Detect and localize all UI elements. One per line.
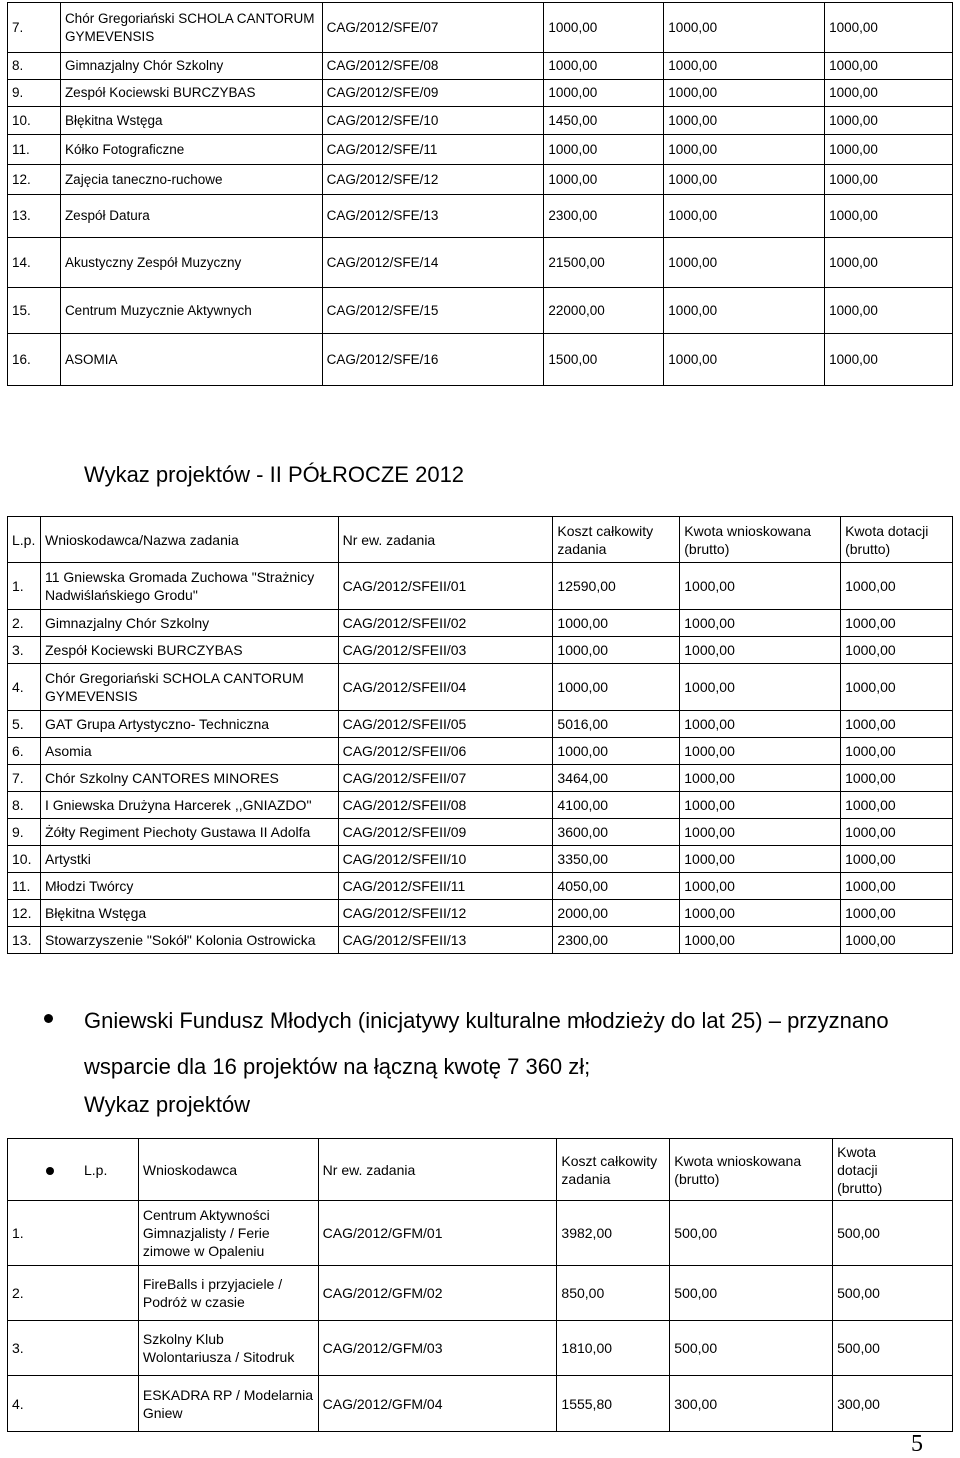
cell-dotacja: 1000,00 (825, 135, 953, 165)
fund-paragraph: Gniewski Fundusz Młodych (inicjatywy kulturalne młodzieży do lat 25) – przyznano wsparcie dla 16 projektów na łączną kwotę 7 360 zł; (84, 1008, 889, 1079)
cell-nr: CAG/2012/SFEII/01 (338, 563, 553, 610)
table-row (8, 563, 953, 610)
cell-dotacja: 1000,00 (841, 792, 953, 819)
cell-koszt: 1555,80 (557, 1376, 670, 1432)
cell-koszt: 1000,00 (553, 738, 680, 765)
cell-wnioskowana: 1000,00 (680, 792, 841, 819)
cell-name: Asomia (40, 738, 338, 765)
cell-lp: 2. (8, 1266, 139, 1321)
cell-nr: CAG/2012/SFEII/07 (338, 765, 553, 792)
cell-dotacja: 1000,00 (841, 927, 953, 954)
projects-table-h2-2012 (7, 516, 953, 954)
table-row (8, 711, 953, 738)
cell-name: Stowarzyszenie "Sokół" Kolonia Ostrowicka (40, 927, 338, 954)
cell-nr: CAG/2012/SFEII/12 (338, 900, 553, 927)
table-row (8, 107, 953, 135)
cell-koszt: 5016,00 (553, 711, 680, 738)
table-row (8, 900, 953, 927)
projects-table-h2-2012-body (8, 563, 953, 954)
cell-wnioskowana: 1000,00 (680, 819, 841, 846)
cell-wnioskowana: 1000,00 (664, 135, 825, 165)
cell-name: Zespół Kociewski BURCZYBAS (40, 637, 338, 664)
projects-table-gfm (7, 1138, 953, 1432)
cell-koszt: 1000,00 (553, 637, 680, 664)
cell-dotacja: 1000,00 (825, 238, 953, 288)
cell-lp: 12. (8, 165, 61, 195)
cell-dotacja: 1000,00 (825, 80, 953, 107)
cell-nr: CAG/2012/SFE/12 (322, 165, 544, 195)
cell-nr: CAG/2012/SFEII/13 (338, 927, 553, 954)
table-row (8, 334, 953, 386)
cell-dotacja: 1000,00 (841, 664, 953, 711)
cell-dotacja: 1000,00 (841, 846, 953, 873)
projects-table-part1 (7, 2, 953, 386)
cell-name: 11 Gniewska Gromada Zuchowa "Strażnicy Nadwiślańskiego Grodu" (40, 563, 338, 610)
cell-nr: CAG/2012/SFEII/09 (338, 819, 553, 846)
cell-nr: CAG/2012/SFE/14 (322, 238, 544, 288)
cell-koszt: 1810,00 (557, 1321, 670, 1376)
cell-wnioskowana: 1000,00 (664, 238, 825, 288)
cell-name: GAT Grupa Artystyczno- Techniczna (40, 711, 338, 738)
cell-nr: CAG/2012/GFM/01 (318, 1201, 557, 1266)
cell-koszt: 4100,00 (553, 792, 680, 819)
cell-lp: 13. (8, 927, 41, 954)
cell-name: Błękitna Wstęga (40, 900, 338, 927)
cell-nr: CAG/2012/GFM/03 (318, 1321, 557, 1376)
bullet-icon (44, 1014, 53, 1023)
cell-dotacja: 1000,00 (841, 610, 953, 637)
cell-koszt: 22000,00 (544, 288, 664, 334)
cell-dotacja: 1000,00 (841, 738, 953, 765)
cell-nr: CAG/2012/SFE/16 (322, 334, 544, 386)
cell-name: Centrum Muzycznie Aktywnych (60, 288, 322, 334)
table-row (8, 288, 953, 334)
cell-lp: 3. (8, 637, 41, 664)
header-dotacja: Kwota dotacji (brutto) (833, 1139, 953, 1201)
cell-nr: CAG/2012/SFE/07 (322, 3, 544, 53)
cell-wnioskowana: 1000,00 (664, 107, 825, 135)
cell-lp: 4. (8, 1376, 139, 1432)
cell-lp: 12. (8, 900, 41, 927)
cell-name: Artystki (40, 846, 338, 873)
cell-wnioskowana: 1000,00 (664, 3, 825, 53)
cell-koszt: 3982,00 (557, 1201, 670, 1266)
cell-wnioskowana: 1000,00 (680, 900, 841, 927)
cell-lp: 8. (8, 53, 61, 80)
table-row (8, 819, 953, 846)
cell-lp: 11. (8, 135, 61, 165)
cell-name: Kółko Fotograficzne (60, 135, 322, 165)
cell-name: Gimnazjalny Chór Szkolny (40, 610, 338, 637)
cell-dotacja: 1000,00 (825, 288, 953, 334)
cell-lp: 8. (8, 792, 41, 819)
cell-lp: 4. (8, 664, 41, 711)
cell-dotacja: 1000,00 (841, 711, 953, 738)
cell-nr: CAG/2012/SFE/09 (322, 80, 544, 107)
cell-koszt: 2000,00 (553, 900, 680, 927)
cell-name: FireBalls i przyjaciele / Podróż w czasie (138, 1266, 318, 1321)
cell-dotacja: 1000,00 (825, 53, 953, 80)
header-name: Wnioskodawca/Nazwa zadania (40, 517, 338, 563)
cell-koszt: 1000,00 (544, 165, 664, 195)
cell-name: Młodzi Twórcy (40, 873, 338, 900)
header-dotacja: Kwota dotacji (brutto) (841, 517, 953, 563)
cell-lp: 15. (8, 288, 61, 334)
table-header-row (8, 1139, 953, 1201)
table-row (8, 1321, 953, 1376)
cell-wnioskowana: 1000,00 (680, 637, 841, 664)
cell-koszt: 1450,00 (544, 107, 664, 135)
table-row (8, 135, 953, 165)
cell-koszt: 1000,00 (544, 3, 664, 53)
cell-lp: 14. (8, 238, 61, 288)
table-row (8, 3, 953, 53)
cell-lp: 1. (8, 1201, 139, 1266)
header-name: Wnioskodawca (138, 1139, 318, 1201)
table-row (8, 80, 953, 107)
cell-dotacja: 500,00 (833, 1266, 953, 1321)
cell-wnioskowana: 1000,00 (664, 195, 825, 238)
cell-wnioskowana: 1000,00 (680, 563, 841, 610)
cell-dotacja: 1000,00 (841, 819, 953, 846)
cell-nr: CAG/2012/SFEII/03 (338, 637, 553, 664)
cell-lp: 3. (8, 1321, 139, 1376)
cell-koszt: 1000,00 (553, 610, 680, 637)
cell-dotacja: 1000,00 (841, 873, 953, 900)
table-row (8, 637, 953, 664)
cell-koszt: 12590,00 (553, 563, 680, 610)
cell-lp: 7. (8, 3, 61, 53)
cell-name: Akustyczny Zespół Muzyczny (60, 238, 322, 288)
projects-table-part1-body (8, 3, 953, 386)
cell-nr: CAG/2012/SFEII/02 (338, 610, 553, 637)
cell-nr: CAG/2012/SFE/08 (322, 53, 544, 80)
cell-wnioskowana: 1000,00 (680, 765, 841, 792)
table-row (8, 765, 953, 792)
cell-dotacja: 1000,00 (841, 637, 953, 664)
cell-dotacja: 300,00 (833, 1376, 953, 1432)
cell-name: Centrum Aktywności Gimnazjalisty / Ferie zimowe w Opaleniu (138, 1201, 318, 1266)
cell-dotacja: 1000,00 (841, 765, 953, 792)
cell-name: ESKADRA RP / Modelarnia Gniew (138, 1376, 318, 1432)
table-row (8, 1201, 953, 1266)
table-row (8, 664, 953, 711)
section-title-gfm: Wykaz projektów (84, 1092, 251, 1117)
table-row (8, 1266, 953, 1321)
cell-nr: CAG/2012/SFEII/06 (338, 738, 553, 765)
cell-name: Zajęcia taneczno-ruchowe (60, 165, 322, 195)
cell-koszt: 3464,00 (553, 765, 680, 792)
cell-nr: CAG/2012/SFEII/10 (338, 846, 553, 873)
cell-nr: CAG/2012/SFE/13 (322, 195, 544, 238)
cell-wnioskowana: 500,00 (670, 1321, 833, 1376)
cell-name: Chór Gregoriański SCHOLA CANTORUM GYMEVENSIS (40, 664, 338, 711)
cell-wnioskowana: 500,00 (670, 1201, 833, 1266)
cell-koszt: 2300,00 (553, 927, 680, 954)
header-wnioskowana: Kwota wnioskowana (brutto) (670, 1139, 833, 1201)
cell-lp: 9. (8, 80, 61, 107)
cell-dotacja: 1000,00 (825, 334, 953, 386)
cell-nr: CAG/2012/SFE/11 (322, 135, 544, 165)
cell-dotacja: 500,00 (833, 1321, 953, 1376)
cell-wnioskowana: 1000,00 (680, 664, 841, 711)
cell-nr: CAG/2012/SFEII/05 (338, 711, 553, 738)
cell-name: Żółty Regiment Piechoty Gustawa II Adolfa (40, 819, 338, 846)
bullet-icon (46, 1167, 54, 1175)
table-row (8, 873, 953, 900)
cell-lp: 1. (8, 563, 41, 610)
cell-koszt: 1000,00 (544, 53, 664, 80)
table-row (8, 1376, 953, 1432)
table-row (8, 610, 953, 637)
page-number: 5 (911, 1431, 923, 1457)
cell-lp: 2. (8, 610, 41, 637)
cell-wnioskowana: 500,00 (670, 1266, 833, 1321)
cell-dotacja: 1000,00 (825, 195, 953, 238)
header-wnioskowana: Kwota wnioskowana (brutto) (680, 517, 841, 563)
cell-dotacja: 1000,00 (825, 3, 953, 53)
cell-nr: CAG/2012/SFE/15 (322, 288, 544, 334)
cell-dotacja: 1000,00 (825, 107, 953, 135)
cell-dotacja: 500,00 (833, 1201, 953, 1266)
cell-lp: 6. (8, 738, 41, 765)
cell-lp: 5. (8, 711, 41, 738)
cell-wnioskowana: 1000,00 (680, 873, 841, 900)
table-row (8, 738, 953, 765)
cell-koszt: 21500,00 (544, 238, 664, 288)
cell-name: Błękitna Wstęga (60, 107, 322, 135)
cell-wnioskowana: 1000,00 (664, 288, 825, 334)
cell-name: Zespół Kociewski BURCZYBAS (60, 80, 322, 107)
cell-name: Zespół Datura (60, 195, 322, 238)
cell-koszt: 1000,00 (544, 135, 664, 165)
projects-table-gfm-body (8, 1201, 953, 1432)
cell-name: Chór Gregoriański SCHOLA CANTORUM GYMEVENSIS (60, 3, 322, 53)
cell-wnioskowana: 1000,00 (680, 738, 841, 765)
table-header-row (8, 517, 953, 563)
cell-lp: 10. (8, 846, 41, 873)
cell-lp: 7. (8, 765, 41, 792)
cell-nr: CAG/2012/SFEII/04 (338, 664, 553, 711)
cell-wnioskowana: 300,00 (670, 1376, 833, 1432)
cell-dotacja: 1000,00 (825, 165, 953, 195)
cell-wnioskowana: 1000,00 (680, 927, 841, 954)
table-row (8, 927, 953, 954)
header-nr: Nr ew. zadania (318, 1139, 557, 1201)
table-row (8, 792, 953, 819)
cell-name: Chór Szkolny CANTORES MINORES (40, 765, 338, 792)
section-title-h2-2012: Wykaz projektów - II PÓŁROCZE 2012 (84, 462, 465, 487)
header-lp: L.p. (8, 1139, 139, 1201)
header-nr: Nr ew. zadania (338, 517, 553, 563)
cell-wnioskowana: 1000,00 (680, 711, 841, 738)
cell-nr: CAG/2012/GFM/02 (318, 1266, 557, 1321)
cell-lp: 9. (8, 819, 41, 846)
cell-wnioskowana: 1000,00 (664, 334, 825, 386)
cell-lp: 13. (8, 195, 61, 238)
cell-wnioskowana: 1000,00 (664, 165, 825, 195)
table-row (8, 195, 953, 238)
cell-nr: CAG/2012/SFEII/11 (338, 873, 553, 900)
table-row (8, 238, 953, 288)
cell-koszt: 3600,00 (553, 819, 680, 846)
cell-name: ASOMIA (60, 334, 322, 386)
cell-koszt: 3350,00 (553, 846, 680, 873)
cell-wnioskowana: 1000,00 (664, 80, 825, 107)
table-row (8, 846, 953, 873)
cell-lp: 10. (8, 107, 61, 135)
cell-dotacja: 1000,00 (841, 900, 953, 927)
cell-lp: 11. (8, 873, 41, 900)
table-row (8, 53, 953, 80)
cell-dotacja: 1000,00 (841, 563, 953, 610)
cell-name: Gimnazjalny Chór Szkolny (60, 53, 322, 80)
cell-wnioskowana: 1000,00 (680, 610, 841, 637)
table-row (8, 165, 953, 195)
header-lp: L.p. (8, 517, 41, 563)
cell-koszt: 4050,00 (553, 873, 680, 900)
cell-name: I Gniewska Drużyna Harcerek ,,GNIAZDO'' (40, 792, 338, 819)
cell-wnioskowana: 1000,00 (664, 53, 825, 80)
cell-nr: CAG/2012/GFM/04 (318, 1376, 557, 1432)
cell-koszt: 850,00 (557, 1266, 670, 1321)
header-koszt: Koszt całkowity zadania (553, 517, 680, 563)
cell-nr: CAG/2012/SFE/10 (322, 107, 544, 135)
cell-koszt: 1000,00 (544, 80, 664, 107)
header-koszt: Koszt całkowity zadania (557, 1139, 670, 1201)
cell-wnioskowana: 1000,00 (680, 846, 841, 873)
cell-koszt: 1500,00 (544, 334, 664, 386)
cell-koszt: 1000,00 (553, 664, 680, 711)
cell-lp: 16. (8, 334, 61, 386)
cell-koszt: 2300,00 (544, 195, 664, 238)
cell-nr: CAG/2012/SFEII/08 (338, 792, 553, 819)
cell-name: Szkolny Klub Wolontariusza / Sitodruk (138, 1321, 318, 1376)
